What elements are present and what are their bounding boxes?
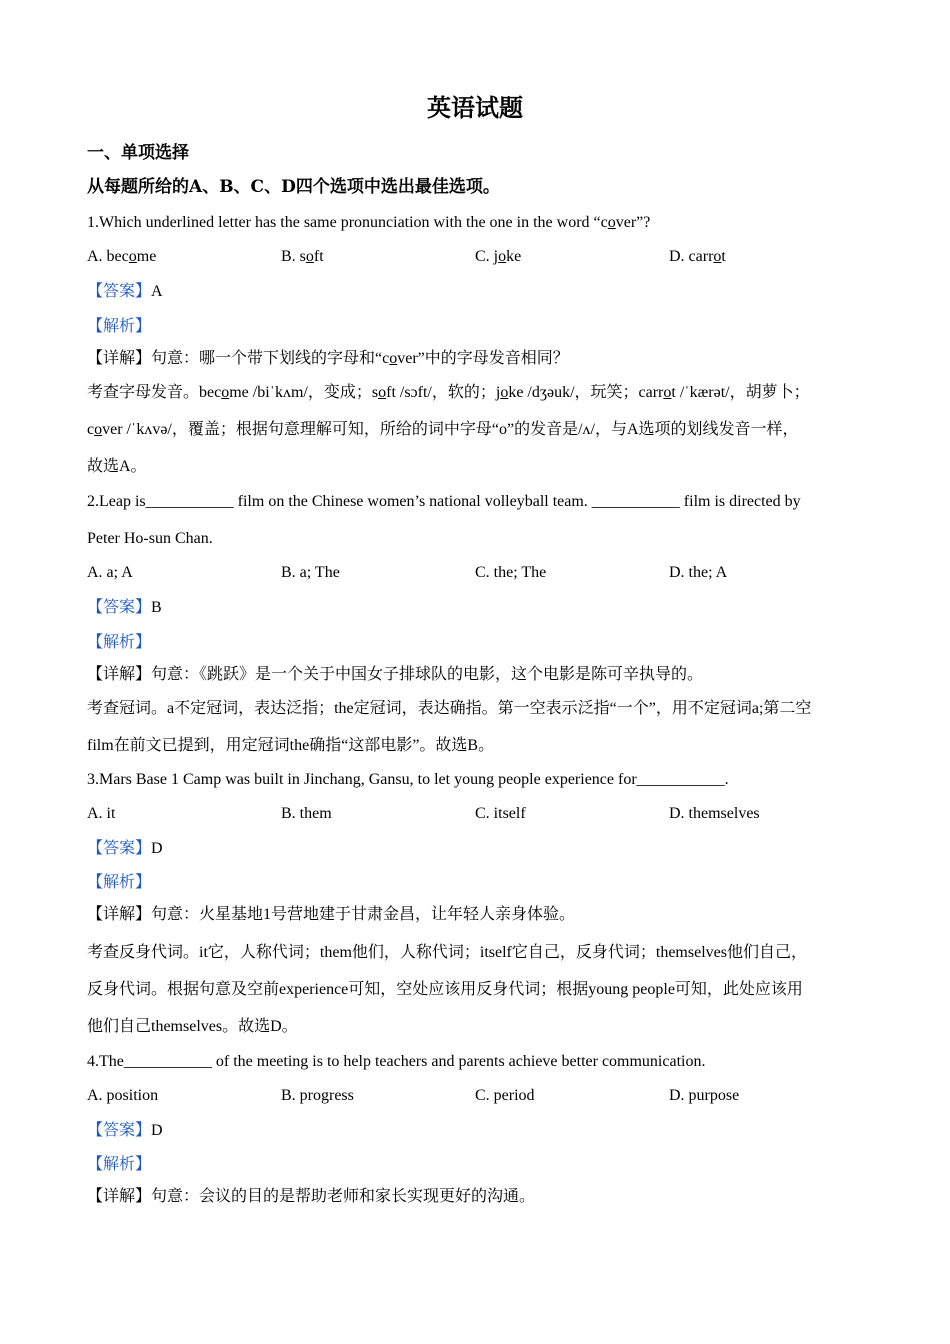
q2-option-a: A. a; A	[87, 564, 133, 581]
q1-option-b: B. soft	[281, 248, 324, 265]
q1-explanation-3: 故选A。	[87, 458, 147, 475]
q2-detail: 【详解】句意：《跳跃》是一个关于中国女子排球队的电影，这个电影是陈可辛执导的。	[87, 666, 704, 683]
q4-stem: 4.The___________ of the meeting is to help teachers and parents achieve better communication.	[87, 1053, 706, 1070]
q1-option-d: D. carrot	[669, 248, 726, 265]
q1-stem: 1.Which underlined letter has the same pronunciation with the one in the word “cover”?	[87, 214, 651, 231]
q4-option-b: B. progress	[281, 1087, 354, 1104]
q3-option-a: A. it	[87, 805, 116, 822]
q3-answer: 【答案】D	[87, 838, 163, 857]
q3-option-d: D. themselves	[669, 805, 760, 822]
section-instruction: 从每题所给的A、B、C、D四个选项中选出最佳选项。	[87, 177, 500, 197]
q3-option-c: C. itself	[475, 805, 526, 822]
q2-stem-2: Peter Ho-sun Chan.	[87, 530, 213, 547]
q1-detail: 【详解】句意：哪一个带下划线的字母和“cover”中的字母发音相同？	[87, 350, 569, 367]
q1-explanation-1: 考查字母发音。become /biˈkʌm/，变成；soft /sɔft/，软的；joke /dʒəuk/，玩笑；carrot /ˈkærət/，胡萝卜；	[87, 384, 810, 401]
q2-stem-1: 2.Leap is___________ film on the Chinese women’s national volleyball team. ___________ film is directed by	[87, 493, 801, 510]
q2-option-c: C. the; The	[475, 564, 547, 581]
q2-explanation-2: film在前文已提到，用定冠词the确指“这部电影”。故选B。	[87, 737, 495, 754]
q4-detail: 【详解】句意：会议的目的是帮助老师和家长实现更好的沟通。	[87, 1188, 536, 1205]
q1-explanation-2: cover /ˈkʌvə/，覆盖；根据句意理解可知，所给的词中字母“o”的发音是/ʌ/，与A选项的划线发音一样，	[87, 421, 799, 438]
q2-answer: 【答案】B	[87, 597, 162, 616]
q3-explanation-1: 考查反身代词。it它，人称代词；them他们，人称代词；itself它自己，反身代词；themselves他们自己，	[87, 944, 807, 961]
q3-explanation-2: 反身代词。根据句意及空前experience可知，空处应该用反身代词；根据young people可知，此处应该用	[87, 981, 803, 998]
q2-analysis-tag: 【解析】	[87, 632, 152, 651]
q3-analysis-tag: 【解析】	[87, 872, 152, 891]
q1-option-a: A. become	[87, 248, 157, 265]
page-title: 英语试题	[427, 93, 523, 122]
q2-explanation-1: 考查冠词。a不定冠词，表达泛指；the定冠词，表达确指。第一空表示泛指“一个”，用不定冠词a;第二空	[87, 700, 812, 717]
q1-options	[87, 246, 867, 268]
q3-detail: 【详解】句意：火星基地1号营地建于甘肃金昌，让年轻人亲身体验。	[87, 906, 576, 923]
q4-option-c: C. period	[475, 1087, 535, 1104]
q3-options	[87, 803, 867, 825]
q4-analysis-tag: 【解析】	[87, 1154, 152, 1173]
q4-answer: 【答案】D	[87, 1120, 163, 1139]
q1-option-c: C. joke	[475, 248, 522, 265]
q3-explanation-3: 他们自己themselves。故选D。	[87, 1018, 298, 1035]
q2-option-d: D. the; A	[669, 564, 728, 581]
q1-answer: 【答案】A	[87, 281, 163, 300]
q3-option-b: B. them	[281, 805, 332, 822]
q4-options	[87, 1085, 867, 1107]
q4-option-a: A. position	[87, 1087, 159, 1104]
q4-option-d: D. purpose	[669, 1087, 740, 1104]
q2-options	[87, 562, 867, 584]
q3-stem: 3.Mars Base 1 Camp was built in Jinchang, Gansu, to let young people experience for___________.	[87, 771, 729, 788]
q1-analysis-tag: 【解析】	[87, 316, 152, 335]
q2-option-b: B. a; The	[281, 564, 340, 581]
section-heading: 一、单项选择	[87, 143, 189, 163]
